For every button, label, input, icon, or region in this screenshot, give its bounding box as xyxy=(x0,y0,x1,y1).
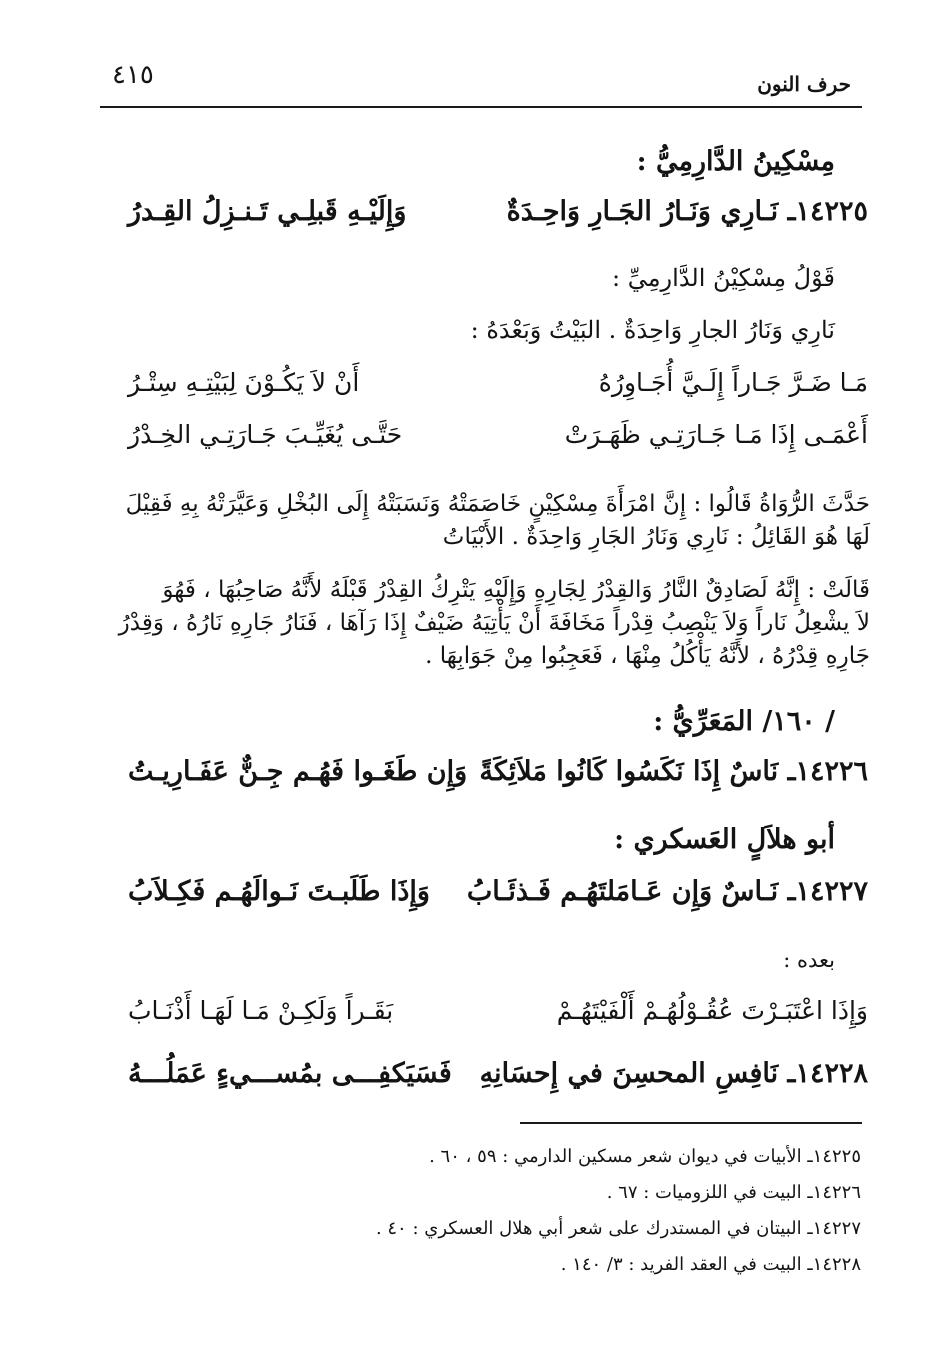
verse-hemistich-second: حَتَّـى يُغَيِّـبَ جَـارَتِـي الخِـدْرُ xyxy=(128,420,403,449)
verse-14226 xyxy=(128,756,868,802)
footnote-14228: ١٤٢٢٨ـ البيت في العقد الفريد : ٣/ ١٤٠ . xyxy=(560,1254,861,1275)
paragraph-line: لَهَا هُوَ القَائِلُ : نَارِي وَنَارُ الجَارِ وَاحِدَةٌ . الأَبْيَاتُ xyxy=(442,524,870,550)
verse-hemistich-first: ١٤٢٢٦ـ نَاسٌ إِذَا نَكَسُوا كَانُوا مَلاَئِكَةً xyxy=(479,756,868,787)
commentary-paragraph-1 xyxy=(100,488,870,554)
verse-hemistich-first: ١٤٢٢٨ـ نَافِسِ المحسِنَ في إِحسَانِهِ xyxy=(479,1058,868,1089)
paragraph-line: حَدَّثَ الرُّوَاةُ قَالُوا : إِنَّ امْرَأَةَ مِسْكِيْنٍ خَاصَمَتْهُ وَنَسَبَتْهُ إِلَى البُخْلِ وَعَيَّرَتْهُ بِهِ فَقِيْلَ xyxy=(125,491,870,517)
footnote-14227: ١٤٢٢٧ـ البيتان في المستدرك على شعر أبي هلال العسكري : ٤٠ . xyxy=(375,1218,861,1239)
cited-verse-2 xyxy=(128,420,868,466)
verse-14225 xyxy=(128,196,868,242)
verse-14227 xyxy=(128,876,868,922)
verse-hemistich-second: وَإِن طَغَـوا فَهُـم جِـنٌّ عَفَـارِيـتُ xyxy=(128,756,468,787)
paragraph-line: جَارِهِ قِدْرُهُ ، لأَنَّهُ يَأْكُلُ مِنْهَا ، فَعَجِبُوا مِنْ جَوَابِهَا . xyxy=(425,643,870,669)
page-number: ٤١٥ xyxy=(112,60,154,90)
verse-hemistich-first: أَعْمَـى إِذَا مَـا جَـارَتِـي ظَهَـرَتْ xyxy=(564,420,868,449)
commentary-intro-2: نَارِي وَنَارُ الجارِ وَاحِدَةٌ . البَيْتُ وَبَعْدَهُ : xyxy=(470,316,835,344)
cited-verse-3 xyxy=(128,996,868,1042)
paragraph-line: لاَ يشْعِلُ نَاراً وَلاَ يَنْصِبُ قِدْراً مَخَافَةَ أَنْ يَأْتِيَهُ ضَيْفٌ إِذَا رَآهَا ، فَنَارُ جَارِهِ نَارُهُ ، وَقِدْرُ xyxy=(118,610,870,636)
footnote-14225: ١٤٢٢٥ـ الأبيات في ديوان شعر مسكين الدارمي : ٥٩ ، ٦٠ . xyxy=(429,1146,861,1167)
verse-hemistich-second: فَسَيَكفِـــى بمُســـيءٍ عَمَلُـــهُ xyxy=(128,1058,452,1089)
commentary-intro: قَوْلُ مِسْكِيْنُ الدَّارِمِيِّ : xyxy=(611,264,835,292)
verse-hemistich-first: ١٤٢٢٧ـ نَـاسٌ وَإِن عَـامَلتَهُـم فَـذئَـابُ xyxy=(466,876,868,907)
cited-verse-1 xyxy=(128,368,868,414)
footnote-14226: ١٤٢٢٦ـ البيت في اللزوميات : ٦٧ . xyxy=(606,1182,861,1203)
verse-hemistich-second: أَنْ لاَ يَكُـوْنَ لِبَيْتِـهِ سِتْـرُ xyxy=(128,368,360,397)
commentary-paragraph-2 xyxy=(100,574,870,673)
footnote-rule xyxy=(520,1122,862,1124)
verse-hemistich-second: وَإِذَا طَلَبـتَ نَـوالَهُـم فَكِـلاَبُ xyxy=(128,876,430,907)
paragraph-line: قَالَتْ : إِنَّهُ لَصَادِقٌ النَّارُ وَالقِدْرُ لِجَارِهِ وَإِلَيْهِ يَتْرِكُ القِدْرُ قَبْلَهُ لأَنَّهُ صَاحِبُهَا ، فَهُوَ xyxy=(162,577,870,603)
poet-name-maarri: / ١٦٠/ المَعَرِّيُّ : xyxy=(653,706,835,737)
verse-hemistich-second: وَإِلَيْـهِ قَبلِـي تَـنـزِلُ القِـدرُ xyxy=(128,196,407,227)
verse-hemistich-second: بَقَـراً وَلَكِـنْ مَـا لَهَـا أَذْنَـابُ xyxy=(128,996,394,1025)
verse-hemistich-first: وَإِذَا اعْتَبَـرْتَ عُقُـوْلُهُـمْ أَلْفَيْتَهُـمْ xyxy=(556,996,868,1025)
verse-14228 xyxy=(128,1058,868,1104)
commentary-after: بعده : xyxy=(783,948,835,972)
poet-name-askari: أبو هلاَلٍ العَسكري : xyxy=(614,824,835,855)
running-head: حرف النون xyxy=(757,72,851,96)
poet-name-miskin: مِسْكِينُ الدَّارِمِيُّ : xyxy=(636,146,835,177)
verse-hemistich-first: ١٤٢٢٥ـ نَـارِي وَنَـارُ الجَـارِ وَاحِـدَةٌ xyxy=(506,196,868,227)
header-rule xyxy=(100,106,862,108)
verse-hemistich-first: مَـا ضَـرَّ جَـاراً إِلَـيَّ أُجَـاوِرُهُ xyxy=(598,368,868,397)
